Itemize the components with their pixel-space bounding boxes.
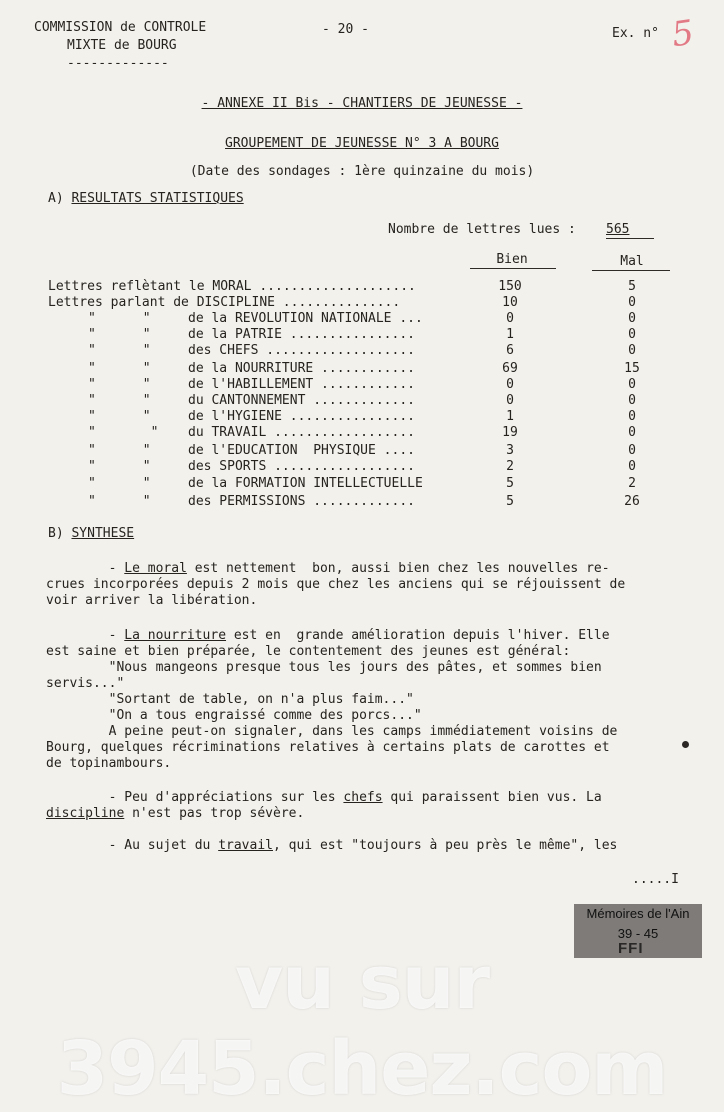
section-b-heading	[48, 526, 134, 542]
table-row	[0, 425, 724, 441]
row-label: de l'EDUCATION PHYSIQUE ....	[188, 443, 415, 458]
row-label: de l'HYGIENE ................	[188, 409, 415, 424]
row-label: de la PATRIE ................	[188, 327, 415, 342]
header-organization-line1: COMMISSION de CONTROLE	[34, 20, 207, 35]
row-ditto: " "	[88, 425, 159, 440]
section-a-title: RESULTATS STATISTIQUES	[71, 191, 244, 206]
row-bien-value: 5	[506, 494, 514, 509]
paragraph-chefs: - Peu d'appréciations sur les chefs qui paraissent bien vus. La discipline n'est pas trop sévère.	[46, 790, 602, 821]
row-label: Lettres parlant de DISCIPLINE ...............	[48, 295, 401, 310]
row-label: du CANTONNEMENT .............	[188, 393, 415, 408]
section-a-marker: A)	[48, 191, 64, 206]
row-bien-value: 1	[506, 409, 514, 424]
row-bien-value: 2	[506, 459, 514, 474]
paragraph-nourriture: - La nourriture est en grande amélioration depuis l'hiver. Elle est saine et bien préparée, le contentement des jeunes est général: "Nous mangeons presque tous les jours des pâtes, et sommes bien servis..." "Sortant de table, on n'a plus faim..." "On a tous engraissé comme des porcs..." A peine peut-on signaler, dans les camps immédiatement voisins de Bourg, quelques récriminations relatives à certains plats de carottes et de topinambours.	[46, 628, 618, 771]
header-organization-line2: MIXTE de BOURG	[67, 38, 177, 53]
row-mal-value: 0	[628, 327, 636, 342]
column-header-mal: Mal	[620, 254, 644, 269]
letters-read-label: Nombre de lettres lues :	[388, 222, 576, 237]
keyword-chefs: chefs	[343, 790, 383, 805]
table-row	[0, 311, 724, 327]
table-row	[0, 476, 724, 492]
row-label: de la REVOLUTION NATIONALE ...	[188, 311, 423, 326]
row-label: de la NOURRITURE ............	[188, 361, 415, 376]
table-row	[0, 393, 724, 409]
table-row	[0, 279, 724, 295]
row-bien-value: 3	[506, 443, 514, 458]
row-label: des CHEFS ...................	[188, 343, 415, 358]
stamp-ffi: FFI	[618, 940, 644, 957]
table-row	[0, 377, 724, 393]
row-ditto: " "	[88, 343, 151, 358]
row-ditto: " "	[88, 476, 151, 491]
row-label: des PERMISSIONS .............	[188, 494, 415, 509]
stamp-line1: Mémoires de l'Ain	[586, 906, 690, 921]
row-bien-value: 19	[502, 425, 518, 440]
section-b-marker: B)	[48, 526, 64, 541]
column-mal-rule	[592, 270, 670, 271]
row-mal-value: 2	[628, 476, 636, 491]
row-mal-value: 0	[628, 425, 636, 440]
row-mal-value: 0	[628, 377, 636, 392]
row-bien-value: 5	[506, 476, 514, 491]
row-ditto: " "	[88, 361, 151, 376]
row-bien-value: 10	[502, 295, 518, 310]
copy-number-handwritten: 5	[669, 12, 697, 56]
row-bien-value: 150	[498, 279, 522, 294]
table-row	[0, 295, 724, 311]
row-label: du TRAVAIL ..................	[188, 425, 415, 440]
row-mal-value: 5	[628, 279, 636, 294]
row-label: de la FORMATION INTELLECTUELLE	[188, 476, 423, 491]
row-bien-value: 6	[506, 343, 514, 358]
row-bien-value: 0	[506, 393, 514, 408]
row-mal-value: 0	[628, 459, 636, 474]
watermark: vu sur 3945.chez.com	[56, 940, 668, 1112]
row-mal-value: 0	[628, 343, 636, 358]
table-row	[0, 494, 724, 510]
annex-title: - ANNEXE II Bis - CHANTIERS DE JEUNESSE -	[201, 96, 523, 111]
row-mal-value: 0	[628, 409, 636, 424]
row-ditto: " "	[88, 311, 151, 326]
row-ditto: " "	[88, 443, 151, 458]
table-row	[0, 361, 724, 377]
letters-read-value: 565	[606, 222, 630, 237]
header-rule: -------------	[67, 56, 169, 71]
ink-speck	[682, 741, 689, 748]
paragraph-travail: - Au sujet du travail, qui est "toujours à peu près le même", les	[46, 838, 618, 853]
table-row	[0, 343, 724, 359]
row-mal-value: 26	[624, 494, 640, 509]
table-row	[0, 459, 724, 475]
stamp-line2: 39 - 45	[617, 926, 659, 941]
continuation-mark: .....I	[632, 872, 679, 887]
paragraph-moral: - Le moral est nettement bon, aussi bien chez les nouvelles re- crues incorporées depuis 2 mois que chez les anciens qui se réjouissent de voir arriver la libération.	[46, 561, 626, 608]
row-ditto: " "	[88, 377, 151, 392]
row-bien-value: 1	[506, 327, 514, 342]
copy-label: Ex. n°	[612, 26, 659, 41]
row-label: de l'HABILLEMENT ............	[188, 377, 415, 392]
row-mal-value: 15	[624, 361, 640, 376]
column-bien-rule	[470, 268, 556, 269]
group-title: GROUPEMENT DE JEUNESSE N° 3 A BOURG	[225, 136, 499, 151]
row-label: Lettres reflètant le MORAL ....................	[48, 279, 416, 294]
letters-read-underline	[606, 238, 654, 239]
row-bien-value: 0	[506, 311, 514, 326]
row-ditto: " "	[88, 459, 151, 474]
table-row	[0, 327, 724, 343]
row-mal-value: 0	[628, 393, 636, 408]
keyword-nourriture: La nourriture	[124, 628, 227, 643]
row-bien-value: 69	[502, 361, 518, 376]
row-mal-value: 0	[628, 311, 636, 326]
row-label: des SPORTS ..................	[188, 459, 415, 474]
row-mal-value: 0	[628, 443, 636, 458]
column-header-bien: Bien	[496, 252, 528, 267]
table-row	[0, 443, 724, 459]
page-number: - 20 -	[322, 22, 369, 37]
row-ditto: " "	[88, 393, 151, 408]
row-ditto: " "	[88, 409, 151, 424]
keyword-discipline: discipline	[46, 806, 125, 821]
keyword-travail: travail	[218, 838, 273, 853]
section-a-heading	[48, 191, 244, 207]
row-mal-value: 0	[628, 295, 636, 310]
survey-dates: (Date des sondages : 1ère quinzaine du mois)	[189, 164, 535, 179]
table-row	[0, 409, 724, 425]
row-ditto: " "	[88, 327, 151, 342]
keyword-moral: Le moral	[124, 561, 187, 576]
row-bien-value: 0	[506, 377, 514, 392]
section-b-title: SYNTHESE	[71, 526, 135, 541]
row-ditto: " "	[88, 494, 151, 509]
